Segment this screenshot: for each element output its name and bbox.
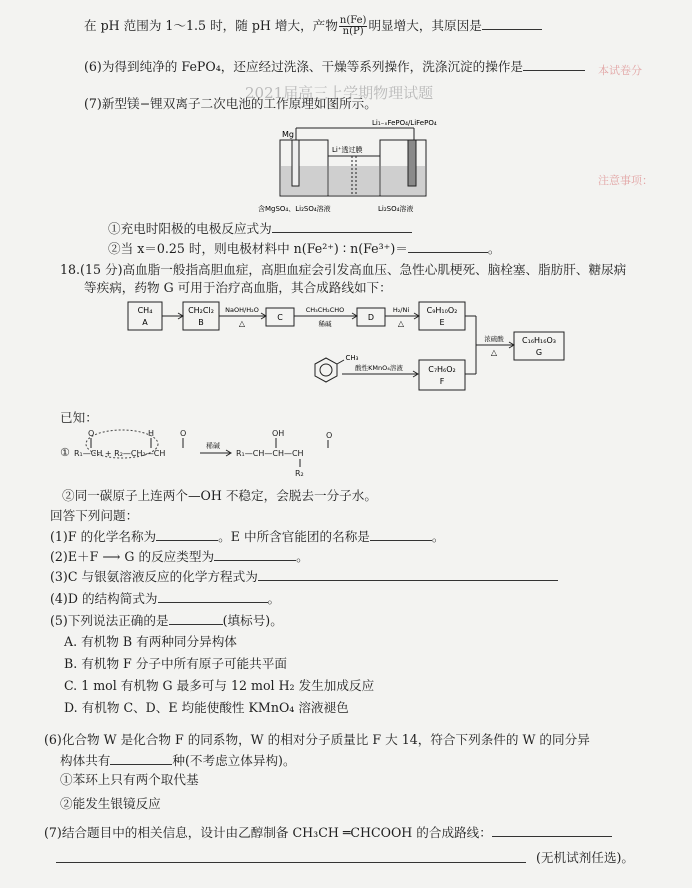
option-b: B. 有机物 F 分子中所有原子可能共平面 — [64, 656, 287, 671]
reagent-h2-ni: H₂/Ni — [392, 306, 410, 314]
heat-symbol: △ — [238, 319, 246, 328]
question-1: (1)F 的化学名称为 。E 中所含官能团的名称是 。 — [50, 529, 445, 544]
compound-f-label: F — [439, 377, 445, 386]
cathode-label: Li₁₋ₓFePO₄/LiFePO₄ — [372, 119, 437, 127]
known-rule-2: ②同一碳原子上连两个—OH 不稳定，会脱去一分子水。 — [62, 488, 377, 503]
answer-heading: 回答下列问题： — [50, 508, 139, 523]
svg-text:①: ① — [60, 446, 70, 459]
answer-blank[interactable] — [258, 568, 558, 581]
compound-b-formula: CH₂Cl₂ — [188, 306, 214, 315]
answer-blank[interactable] — [370, 528, 432, 541]
svg-text:H: H — [148, 429, 155, 438]
membrane-label: Li⁺透过膜 — [332, 146, 363, 154]
mg-label: Mg — [282, 130, 294, 139]
compound-g-formula: C₁₆H₁₆O₃ — [522, 336, 556, 345]
question-4: (4)D 的结构简式为 。 — [50, 591, 281, 606]
compound-d-label: D — [367, 313, 375, 322]
bleed-text: 注意事项： — [598, 174, 653, 187]
reagent-dilute-base: 稀碱 — [318, 320, 332, 328]
reactants: R₁—CH + R₂—CH₂—CH — [74, 449, 166, 458]
answer-blank[interactable] — [214, 548, 296, 561]
q17-sub-2: ②当 x＝0.25 时，则电极材料中 n(Fe²⁺) ∶ n(Fe³⁺)＝ 。 — [108, 241, 501, 256]
answer-blank[interactable] — [492, 824, 612, 837]
answer-line[interactable] — [56, 862, 526, 863]
answer-blank[interactable] — [523, 58, 585, 71]
heat-symbol: △ — [397, 319, 405, 328]
answer-blank[interactable] — [169, 612, 223, 625]
question-6-cont: 构体共有 种(不考虑立体异构)。 — [60, 753, 296, 768]
left-solution-label: 含MgSO₄、Li₂SO₄溶液 — [258, 205, 331, 213]
reagent-propanal: CH₃CH₂CHO — [305, 306, 345, 314]
compound-a-label: A — [142, 318, 148, 327]
question-2: (2)E＋F ⟶ G 的反应类型为 。 — [50, 549, 309, 564]
answer-blank[interactable] — [482, 17, 542, 30]
reagent-naoh: NaOH/H₂O — [225, 306, 259, 314]
bleed-text: 2021届高三上学期物理试题 — [245, 84, 434, 102]
toluene-icon — [315, 354, 359, 382]
answer-blank[interactable] — [110, 752, 172, 765]
compound-e-label: E — [439, 318, 445, 327]
aldol-product: R₁—CH—CH—CH — [236, 449, 304, 458]
answer-blank[interactable] — [158, 590, 268, 603]
question-7-note: (无机试剂任选)。 — [536, 850, 634, 865]
svg-text:O: O — [88, 429, 95, 438]
svg-text:R₂: R₂ — [295, 469, 304, 478]
svg-text:O: O — [180, 429, 187, 438]
compound-b-label: B — [198, 318, 204, 327]
q18-intro-1: 18.(15 分)高血脂一般指高胆血症，高胆血症会引发高血压、急性心肌梗死、脑栓塞、脂肪肝、糖尿病 — [60, 262, 627, 277]
condition-dilute-base: 稀碱 — [206, 442, 220, 450]
compound-a-formula: CH₄ — [137, 306, 153, 315]
condition-2: ②能发生银镜反应 — [60, 796, 161, 811]
answer-blank[interactable] — [408, 240, 488, 253]
right-solution-label: Li₂SO₄溶液 — [378, 205, 414, 213]
question-6: (6)化合物 W 是化合物 F 的同系物，W 的相对分子质量比 F 大 14，符合下列条件的 W 的同分异 — [44, 732, 590, 747]
q17-part-6: (6)为得到纯净的 FePO₄，还应经过洗涤、干燥等系列操作，洗涤沉淀的操作是 — [84, 58, 585, 75]
compound-f-formula: C₇H₆O₂ — [428, 365, 456, 374]
question-5: (5)下列说法正确的是 (填标号)。 — [50, 613, 283, 628]
heat-symbol: △ — [490, 348, 498, 357]
synthesis-route — [120, 298, 570, 400]
option-c: C. 1 mol 有机物 G 最多可与 12 mol H₂ 发生加成反应 — [64, 678, 375, 693]
answer-blank[interactable] — [272, 220, 412, 233]
condition-1: ①苯环上只有两个取代基 — [60, 772, 199, 787]
question-7: (7)结合题目中的相关信息，设计由乙醇制备 CH₃CH ═CHCOOH 的合成路线： — [44, 824, 612, 841]
option-a: A. 有机物 B 有两种同分异构体 — [64, 634, 237, 649]
svg-text:O: O — [326, 431, 333, 440]
fraction: $\frac{n(Fe)}{n(P)}$ — [339, 15, 367, 37]
option-d: D. 有机物 C、D、E 均能使酸性 KMnO₄ 溶液褪色 — [64, 700, 349, 715]
compound-c-label: C — [277, 313, 283, 322]
known-heading: 已知： — [60, 410, 98, 425]
methyl-label: CH₃ — [345, 354, 359, 362]
reagent-h2so4: 浓硫酸 — [484, 335, 504, 343]
answer-blank[interactable] — [156, 528, 218, 541]
compound-g-label: G — [535, 348, 543, 357]
q18-intro-2: 等疾病，药物 G 可用于治疗高血脂，其合成路线如下： — [84, 280, 392, 295]
compound-e-formula: C₉H₁₀O₂ — [426, 306, 458, 315]
q17-part-7: (7)新型镁−锂双离子二次电池的工作原理如图所示。 — [84, 96, 377, 111]
svg-text:OH: OH — [272, 429, 285, 438]
q17-line-1: 在 pH 范围为 1～1.5 时，随 pH 增大，产物 $\frac{n(Fe)}{n(P)}$ 明显增大，其原因是 — [84, 16, 542, 37]
bleed-text: 本试卷分 — [598, 64, 642, 77]
question-3: (3)C 与银氨溶液反应的化学方程式为 — [50, 568, 558, 585]
q17-sub-1: ①充电时阳极的电极反应式为 — [108, 220, 412, 237]
known-reaction-1 — [60, 422, 400, 482]
battery-diagram — [238, 118, 468, 216]
reagent-kmno4: 酸性KMnO₄溶液 — [355, 364, 403, 372]
